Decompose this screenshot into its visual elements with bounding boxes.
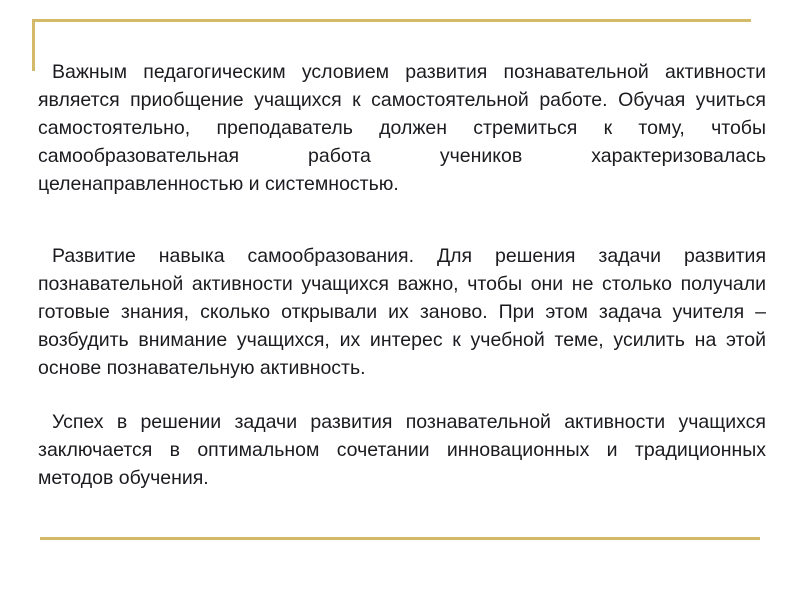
paragraph-self-education-condition: Важным педагогическим условием развития познавательной активности является приобщение учащихся к самостоятельной работе. Обучая учиться самостоятельно, преподаватель должен стремиться к тому, чтобы самообразовательная работа учеников характеризовалась целенаправленностью и системностью. [38, 61, 766, 195]
bottom-rule [40, 537, 760, 540]
slide-body-text [38, 58, 766, 492]
paragraph-self-education-skill: Развитие навыка самообразования. Для решения задачи развития познавательной активности учащихся важно, чтобы они не столько получали готовые знания, сколько открывали их заново. При этом задача учителя – возбудить внимание учащихся, их интерес к учебной теме, усилить на этой основе познавательную активность. [38, 245, 766, 379]
paragraph-success-methods: Успех в решении задачи развития познавательной активности учащихся заключается в оптимальном сочетании инновационных и традиционных методов обучения. [38, 411, 766, 489]
